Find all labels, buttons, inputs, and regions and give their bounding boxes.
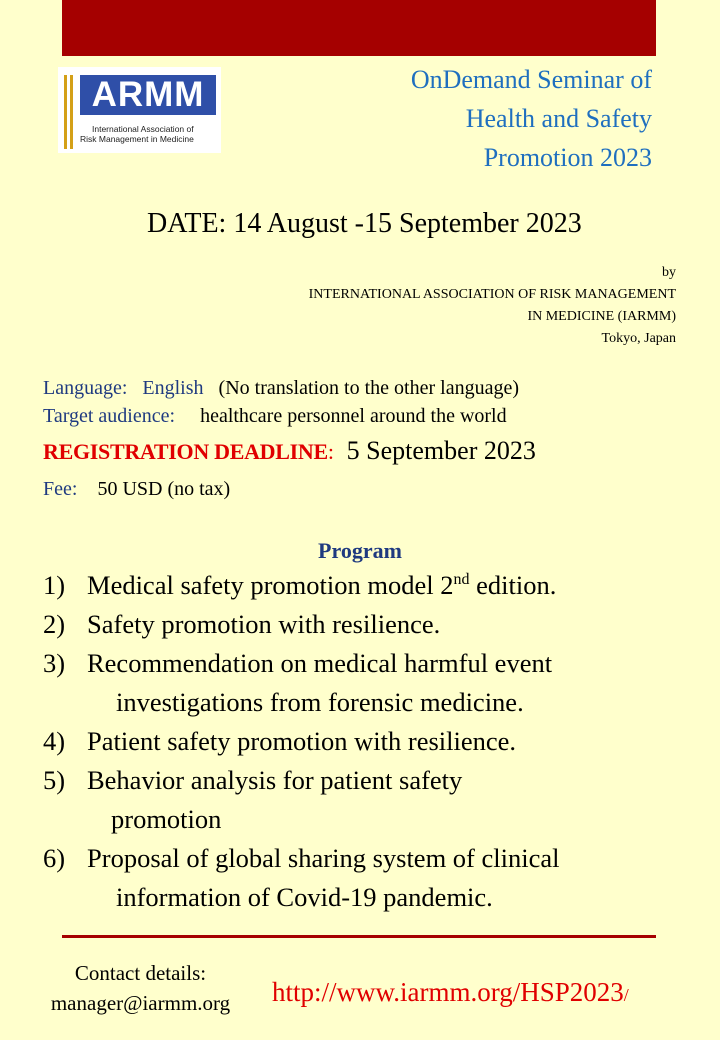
program-item-text: Recommendation on medical harmful event: [87, 648, 553, 678]
program-item-number: 5): [43, 765, 66, 795]
program-item-text: Medical safety promotion model 2: [87, 570, 454, 600]
contact-block: [33, 958, 248, 1018]
organizer-line3: Tokyo, Japan: [601, 331, 676, 346]
language-note: (No translation to the other language): [218, 377, 519, 399]
program-item-text: Patient safety promotion with resilience.: [87, 726, 517, 756]
footer-divider: [62, 935, 656, 938]
logo-stripe: [64, 75, 67, 149]
program-item: [43, 839, 683, 917]
language-row: [43, 377, 519, 400]
program-item: [43, 605, 683, 644]
organizer-block: [309, 262, 676, 350]
program-item-number: 4): [43, 726, 66, 756]
program-item-continuation: investigations from forensic medicine.: [116, 687, 524, 717]
seminar-title: [312, 60, 652, 177]
fee-label: Fee:: [43, 478, 78, 500]
program-item: [43, 566, 683, 605]
deadline-value: 5 September 2023: [346, 436, 536, 465]
fee-row: [43, 478, 230, 501]
title-line2: Health and Safety: [465, 104, 652, 133]
program-item-number: 6): [43, 843, 66, 873]
fee-value: 50 USD (no tax): [97, 478, 231, 500]
seminar-url-slash[interactable]: /: [623, 985, 629, 1005]
program-item-number: 3): [43, 648, 66, 678]
deadline-row: REGISTRATION DEADLINE: 5 September 2023: [43, 436, 536, 465]
seminar-url-text[interactable]: http://www.iarmm.org/HSP2023: [272, 977, 624, 1007]
seminar-url[interactable]: [272, 977, 629, 1008]
organizer-line1: INTERNATIONAL ASSOCIATION OF RISK MANAGEMENT: [308, 287, 676, 302]
title-line1: OnDemand Seminar of: [410, 65, 652, 94]
audience-label: Target audience:: [43, 405, 176, 427]
program-item-text-after: edition.: [469, 570, 557, 600]
title-line3: Promotion 2023: [483, 143, 652, 172]
logo-stripe: [70, 75, 73, 149]
audience-value: healthcare personnel around the world: [200, 405, 507, 427]
audience-row: [43, 405, 507, 428]
logo-caption-line1: International Association of: [92, 124, 194, 134]
program-item: [43, 761, 683, 839]
program-item-number: 1): [43, 570, 66, 600]
seminar-date: DATE: 14 August -15 September 2023: [147, 208, 582, 239]
logo-wordmark-text: ARMM: [91, 75, 205, 114]
program-heading: Program: [318, 538, 402, 563]
deadline-label: REGISTRATION DEADLINE: [43, 439, 328, 464]
contact-email[interactable]: manager@iarmm.org: [50, 991, 231, 1015]
program-item: [43, 644, 683, 722]
contact-label: Contact details:: [74, 961, 207, 985]
organizer-line2: IN MEDICINE (IARMM): [527, 309, 676, 324]
program-item-continuation: information of Covid-19 pandemic.: [116, 882, 493, 912]
program-item-number: 2): [43, 609, 66, 639]
language-value: English: [142, 377, 204, 399]
program-list: [43, 566, 683, 917]
program-item-continuation: promotion: [111, 804, 222, 834]
top-banner-bar: [62, 0, 656, 56]
program-item-text: Safety promotion with resilience.: [87, 609, 441, 639]
logo-wordmark: [80, 75, 216, 115]
language-label: Language:: [43, 377, 128, 399]
program-item: [43, 722, 683, 761]
program-item-text: Behavior analysis for patient safety: [87, 765, 463, 795]
organizer-by: by: [662, 265, 676, 280]
program-item-text: Proposal of global sharing system of clinical: [87, 843, 560, 873]
logo-caption-line2: Risk Management in Medicine: [80, 134, 194, 144]
iarmm-logo: [58, 67, 221, 153]
program-item-superscript: nd: [453, 571, 470, 589]
